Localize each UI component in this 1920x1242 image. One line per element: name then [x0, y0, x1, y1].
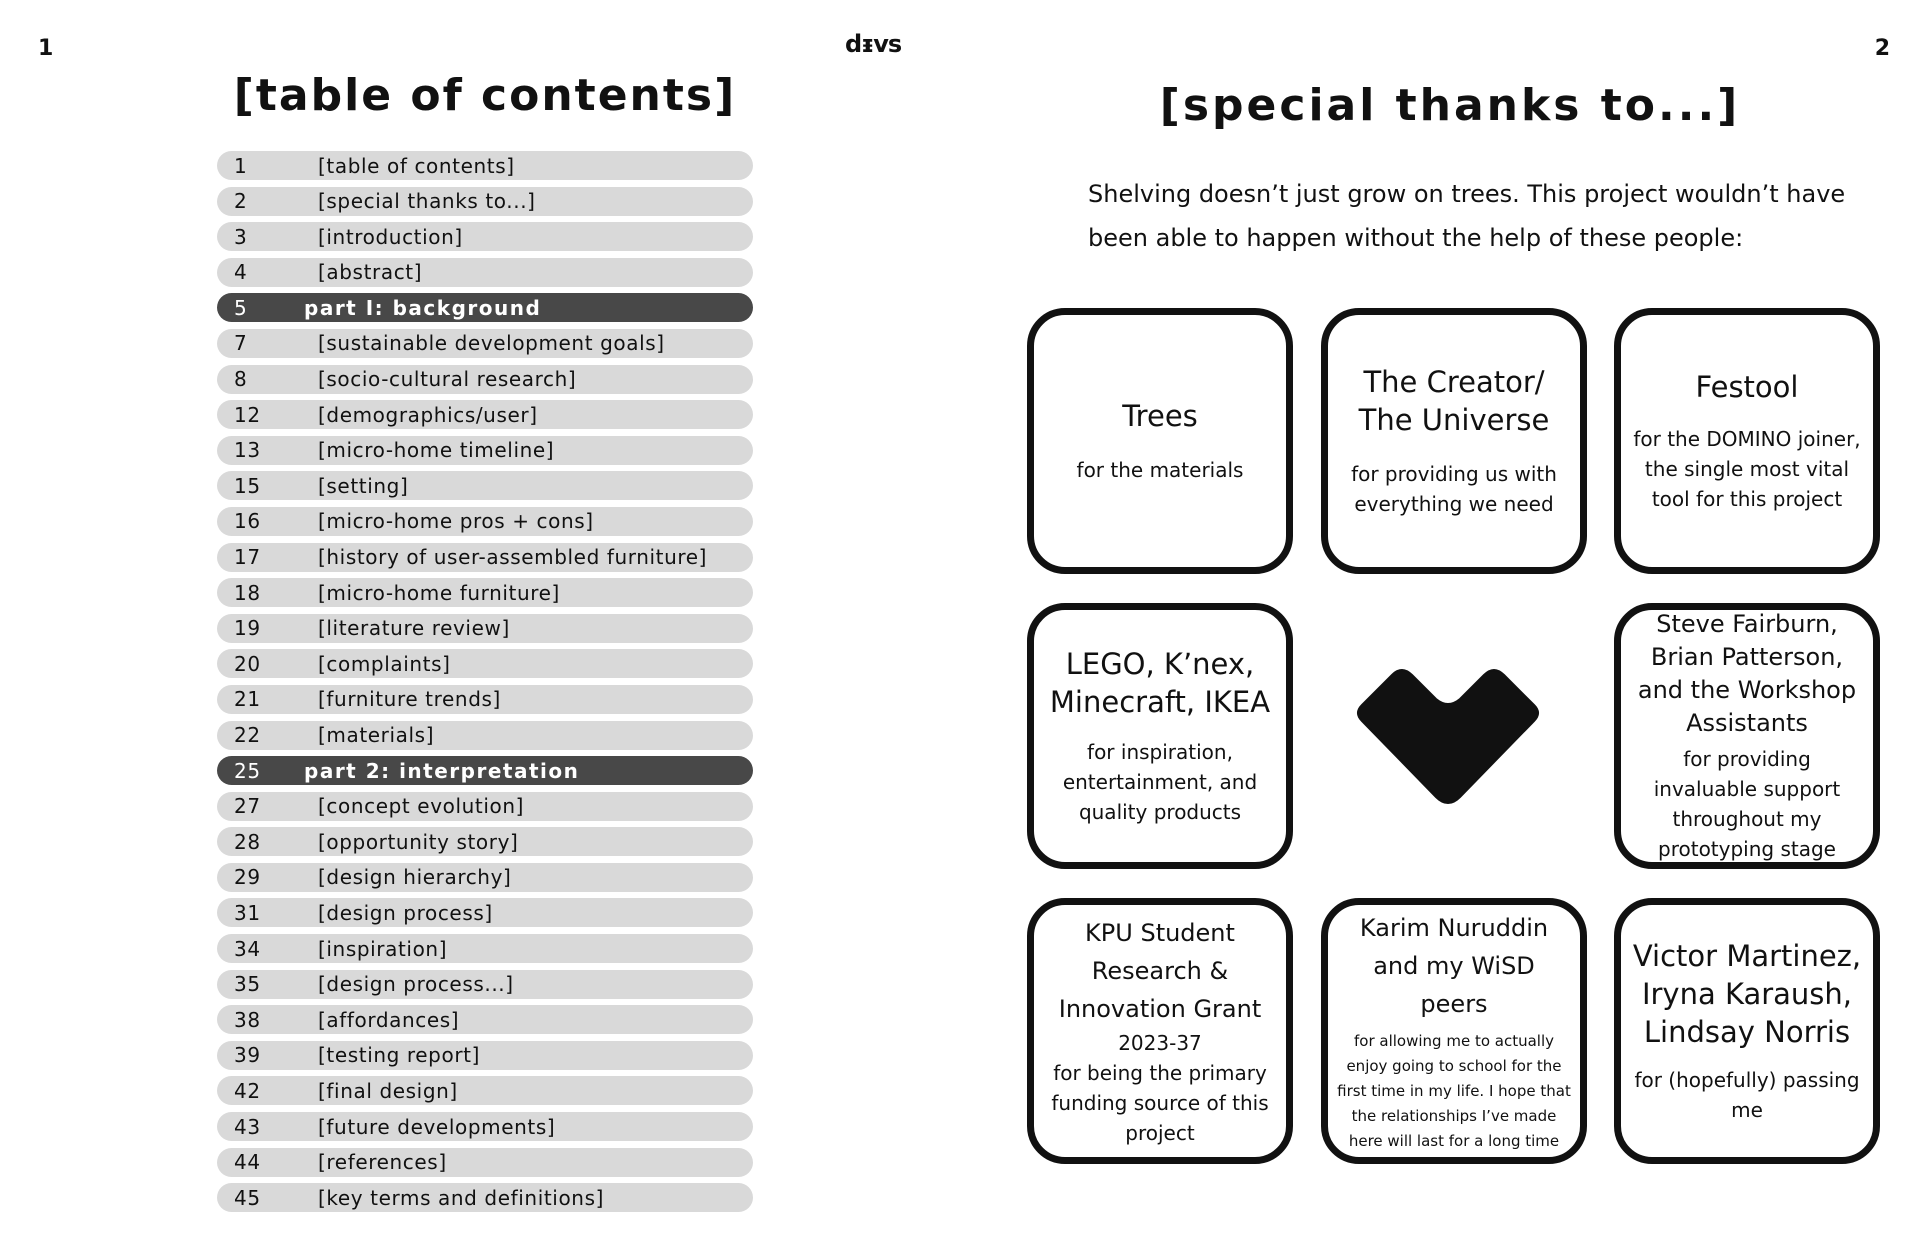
toc-row: [217, 471, 753, 500]
toc-row: [217, 934, 753, 963]
toc-title: [table of contents]: [233, 70, 737, 121]
toc-part-row: [217, 293, 753, 322]
toc-label: [future developments]: [318, 1114, 556, 1139]
toc-label: part I: background: [304, 295, 542, 320]
toc-label: [design hierarchy]: [318, 865, 512, 890]
toc-label: [furniture trends]: [318, 687, 501, 712]
heart-icon: [1352, 660, 1544, 810]
toc-page-number: 17: [234, 545, 261, 570]
toc-page-number: 29: [234, 865, 261, 890]
toc-label: [affordances]: [318, 1007, 460, 1032]
toc-row: [217, 258, 753, 287]
toc-page-number: 27: [234, 794, 261, 819]
thanks-intro: Shelving doesn’t just grow on trees. This project wouldn’t have been able to happen without the help of these people:: [1088, 180, 1846, 252]
toc-label: [key terms and definitions]: [318, 1185, 604, 1210]
toc-row: [217, 187, 753, 216]
toc-row: [217, 1112, 753, 1141]
card-subtitle: for the materials: [1076, 458, 1244, 482]
toc-row: [217, 863, 753, 892]
toc-label: [micro-home furniture]: [318, 580, 560, 605]
toc-row: [217, 222, 753, 251]
toc-page-number: 16: [234, 509, 261, 534]
toc-page-number: 12: [234, 402, 261, 427]
toc-row: [217, 1005, 753, 1034]
toc-row: [217, 614, 753, 643]
toc-label: [testing report]: [318, 1043, 480, 1068]
toc-page-number: 8: [234, 367, 248, 392]
card-steve: [1614, 603, 1880, 869]
toc-label: [micro-home timeline]: [318, 438, 555, 463]
toc-list: [217, 151, 753, 1219]
toc-page-number: 42: [234, 1078, 261, 1103]
toc-page-number: 19: [234, 616, 261, 641]
toc-label: [micro-home pros + cons]: [318, 509, 594, 534]
toc-label: [socio-cultural research]: [318, 367, 577, 392]
toc-row: [217, 1183, 753, 1212]
card-title: Victor Martinez, Iryna Karaush, Lindsay Norris: [1632, 939, 1862, 1049]
toc-label: [materials]: [318, 723, 435, 747]
toc-row: [217, 649, 753, 678]
right-page-number: 2: [1874, 36, 1890, 61]
toc-page-number: 25: [234, 758, 261, 783]
toc-page-number: 28: [234, 829, 261, 854]
toc-row: [217, 721, 753, 750]
toc-label: [inspiration]: [318, 936, 448, 961]
toc-page-number: 39: [234, 1043, 261, 1068]
card-title: KPU Student Research & Innovation Grant: [1058, 919, 1262, 1023]
logo: dᵻvs: [845, 30, 902, 58]
toc-label: [design process]: [318, 900, 493, 925]
card-trees: [1027, 308, 1293, 574]
toc-page-number: 2: [234, 189, 248, 214]
toc-row: [217, 1041, 753, 1070]
toc-label: [table of contents]: [318, 153, 515, 178]
toc-page-number: 44: [234, 1150, 261, 1175]
toc-label: [concept evolution]: [318, 794, 525, 819]
card-title: Karim Nuruddin and my WiSD peers: [1359, 913, 1549, 1018]
card-kpu: [1027, 898, 1293, 1164]
card-title: Trees: [1122, 399, 1198, 433]
toc-page-number: 3: [234, 224, 248, 249]
card-lego: [1027, 603, 1293, 869]
toc-row: [217, 970, 753, 999]
toc-label: [demographics/user]: [318, 402, 538, 427]
toc-row: [217, 1148, 753, 1177]
toc-page-number: 5: [234, 295, 248, 320]
toc-label: [abstract]: [318, 260, 423, 285]
toc-row: [217, 685, 753, 714]
toc-row: [217, 329, 753, 358]
card-karim: [1321, 898, 1587, 1164]
left-page-number: 1: [38, 36, 54, 61]
toc-page-number: 13: [234, 438, 261, 463]
toc-label: [design process...]: [318, 972, 514, 997]
toc-label: [setting]: [318, 473, 409, 498]
toc-label: part 2: interpretation: [304, 758, 580, 783]
toc-page-number: 38: [234, 1007, 261, 1032]
toc-row: [217, 1076, 753, 1105]
toc-label: [references]: [318, 1150, 447, 1175]
card-subtitle: for allowing me to actually enjoy going to school for the first time in my life. I hope that the relationships I’ve made here will last for a long time: [1337, 1031, 1571, 1150]
toc-page-number: 34: [234, 936, 261, 961]
toc-row: [217, 507, 753, 536]
toc-label: [sustainable development goals]: [318, 331, 665, 356]
card-title: Festool: [1695, 370, 1799, 404]
card-victor: [1614, 898, 1880, 1164]
toc-row: [217, 400, 753, 429]
card-subtitle: for inspiration, entertainment, and quality products: [1062, 740, 1258, 824]
card-subtitle: for being the primary funding source of this project: [1051, 1061, 1269, 1145]
toc-row: [217, 436, 753, 465]
card-title: Steve Fairburn, Brian Patterson, and the Workshop Assistants: [1637, 610, 1857, 737]
toc-row: [217, 365, 753, 394]
toc-row: [217, 543, 753, 572]
card-year: 2023-37: [1118, 1031, 1202, 1055]
toc-part-row: [217, 756, 753, 785]
toc-page-number: 45: [234, 1185, 261, 1210]
card-title: LEGO, K’nex, Minecraft, IKEA: [1049, 647, 1271, 719]
toc-row: [217, 898, 753, 927]
toc-page-number: 22: [234, 723, 261, 747]
toc-page-number: 18: [234, 580, 261, 605]
toc-page-number: 35: [234, 972, 261, 997]
card-creator: [1321, 308, 1587, 574]
toc-row: [217, 151, 753, 180]
toc-label: [final design]: [318, 1078, 458, 1103]
toc-page-number: 4: [234, 260, 248, 285]
toc-page-number: 21: [234, 687, 261, 712]
card-subtitle: for providing invaluable support throughout my prototyping stage: [1653, 747, 1841, 861]
card-subtitle: for providing us with everything we need: [1351, 462, 1557, 516]
toc-page-number: 43: [234, 1114, 261, 1139]
toc-label: [history of user-assembled furniture]: [318, 545, 708, 570]
toc-row: [217, 827, 753, 856]
toc-page-number: 7: [234, 331, 248, 356]
toc-label: [introduction]: [318, 224, 463, 249]
toc-label: [complaints]: [318, 651, 451, 676]
card-title: The Creator/ The Universe: [1358, 365, 1550, 437]
card-festool: [1614, 308, 1880, 574]
toc-label: [literature review]: [318, 616, 510, 641]
card-subtitle: for the DOMINO joiner, the single most vital tool for this project: [1633, 427, 1861, 511]
toc-page-number: 1: [234, 153, 248, 178]
toc-label: [opportunity story]: [318, 829, 519, 854]
toc-page-number: 31: [234, 900, 261, 925]
card-subtitle: for (hopefully) passing me: [1634, 1068, 1860, 1122]
toc-row: [217, 578, 753, 607]
toc-page-number: 20: [234, 651, 261, 676]
toc-row: [217, 792, 753, 821]
toc-page-number: 15: [234, 473, 261, 498]
toc-label: [special thanks to...]: [318, 189, 536, 214]
thanks-title: [special thanks to...]: [1159, 80, 1741, 131]
